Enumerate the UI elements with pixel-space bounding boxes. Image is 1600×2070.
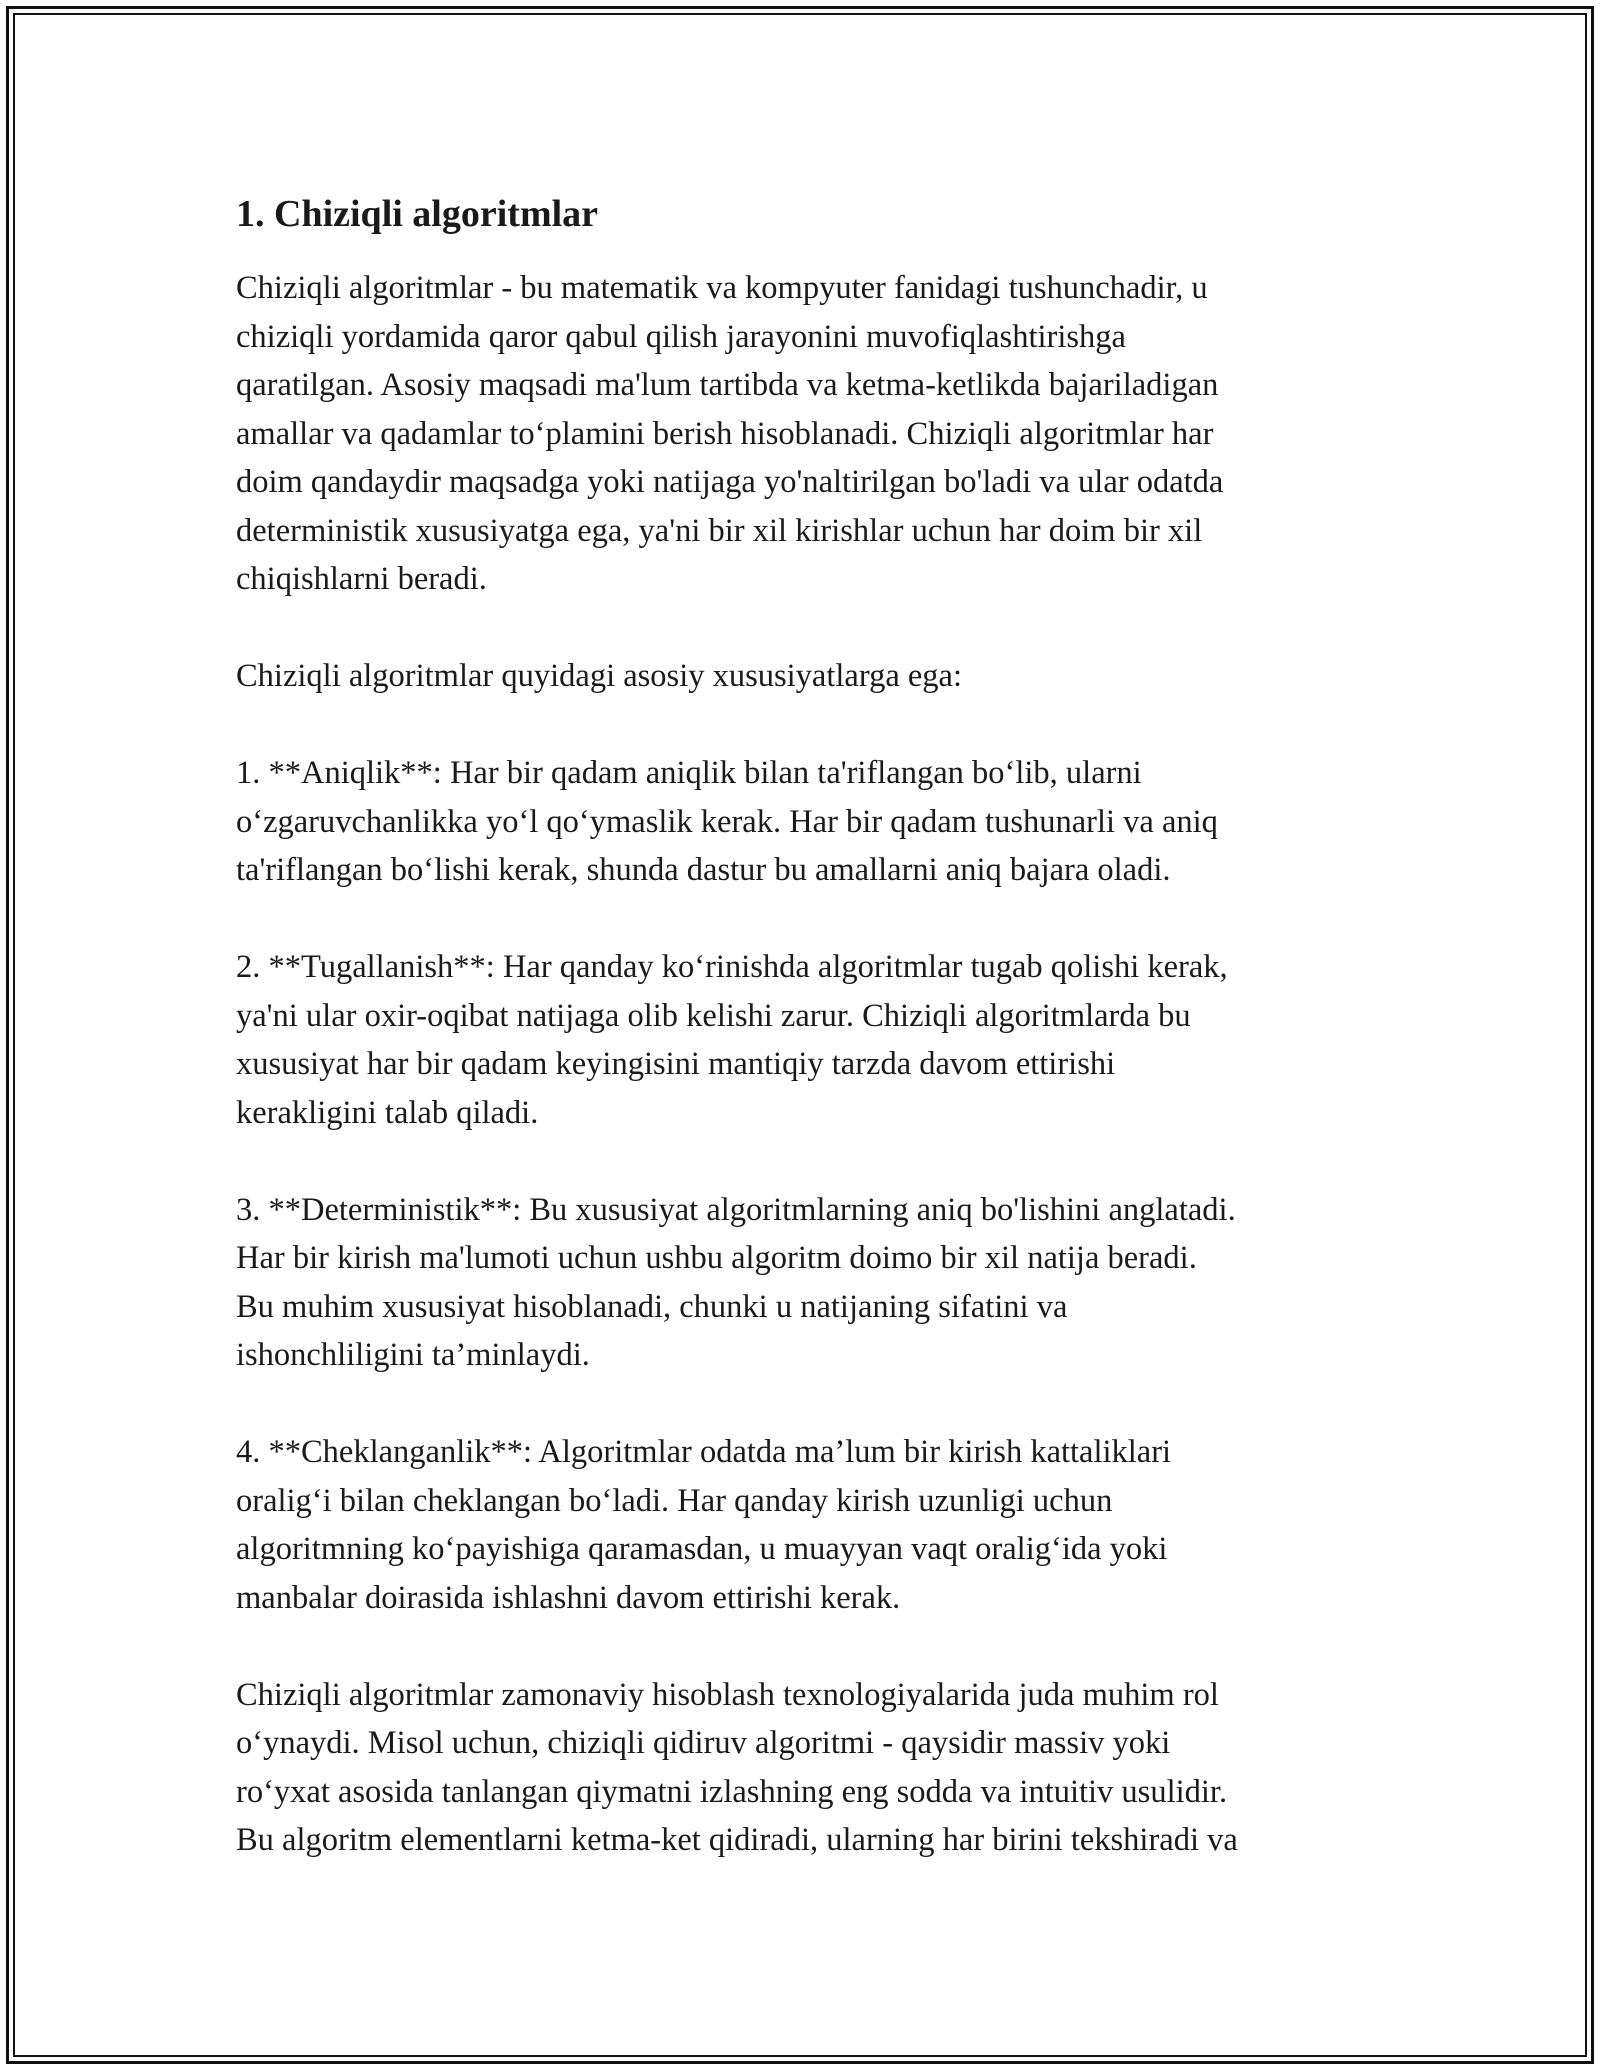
text-line: kerakligini talab qiladi.: [236, 1094, 539, 1131]
paragraph-properties-intro: [236, 652, 1376, 701]
text-line: o‘zgaruvchanlikka yo‘l qo‘ymaslik kerak. Har bir qadam tushunarli va aniq: [236, 803, 1218, 840]
text-line: ishonchliligini ta’minlaydi.: [236, 1337, 590, 1373]
text-line: 3. **Deterministik**: Bu xususiyat algoritmlarning aniq bo'lishini anglatadi.: [236, 1191, 1236, 1228]
document-body: [236, 190, 1376, 1913]
text-line: algoritmning ko‘payishiga qaramasdan, u muayyan vaqt oralig‘ida yoki: [236, 1531, 1168, 1567]
list-item-cheklanganlik: [236, 1428, 1376, 1622]
list-item-deterministik: [236, 1186, 1376, 1380]
section-heading: 1. Chiziqli algoritmlar: [236, 193, 599, 235]
text-line: 2. **Tugallanish**: Har qanday ko‘rinishda algoritmlar tugab qolishi kerak,: [236, 949, 1228, 985]
text-line: chiqishlarni beradi.: [236, 561, 487, 597]
text-line: amallar va qadamlar to‘plamini berish hisoblanadi. Chiziqli algoritmlar har: [236, 415, 1214, 452]
text-line: xususiyat har bir qadam keyingisini mantiqiy tarzda davom ettirishi: [236, 1046, 1116, 1082]
text-line: manbalar doirasida ishlashni davom ettirishi kerak.: [236, 1579, 901, 1616]
text-line: Har bir kirish ma'lumoti uchun ushbu algoritm doimo bir xil natija beradi.: [236, 1240, 1197, 1276]
text-line: Chiziqli algoritmlar quyidagi asosiy xususiyatlarga ega:: [236, 658, 962, 694]
text-line: ya'ni ular oxir-oqibat natijaga olib kelishi zarur. Chiziqli algoritmlarda bu: [236, 997, 1191, 1034]
text-line: 4. **Cheklanganlik**: Algoritmlar odatda ma’lum bir kirish kattaliklari: [236, 1434, 1172, 1470]
text-line: qaratilgan. Asosiy maqsadi ma'lum tartibda va ketma-ketlikda bajariladigan: [236, 367, 1219, 403]
paragraph-intro: [236, 264, 1376, 604]
text-line: Bu muhim xususiyat hisoblanadi, chunki u natijaning sifatini va: [236, 1288, 1068, 1325]
paragraph-conclusion: [236, 1671, 1376, 1865]
text-line: 1. **Aniqlik**: Har bir qadam aniqlik bilan ta'riflangan bo‘lib, ularni: [236, 755, 1142, 791]
text-line: Bu algoritm elementlarni ketma-ket qidiradi, ularning har birini tekshiradi va: [236, 1822, 1238, 1858]
text-line: deterministik xususiyatga ega, ya'ni bir xil kirishlar uchun har doim bir xil: [236, 512, 1203, 549]
text-line: Chiziqli algoritmlar - bu matematik va kompyuter fanidagi tushunchadir, u: [236, 270, 1208, 306]
text-line: Chiziqli algoritmlar zamonaviy hisoblash texnologiyalarida juda muhim rol: [236, 1676, 1219, 1713]
text-line: o‘ynaydi. Misol uchun, chiziqli qidiruv algoritmi - qaysidir massiv yoki: [236, 1725, 1171, 1761]
text-line: ta'riflangan bo‘lishi kerak, shunda dastur bu amallarni aniq bajara oladi.: [236, 852, 1171, 888]
text-line: ro‘yxat asosida tanlangan qiymatni izlashning eng sodda va intuitiv usulidir.: [236, 1773, 1228, 1810]
list-item-aniqlik: [236, 749, 1376, 895]
text-line: chiziqli yordamida qaror qabul qilish jarayonini muvofiqlashtirishga: [236, 318, 1126, 355]
list-item-tugallanish: [236, 943, 1376, 1137]
text-line: oralig‘i bilan cheklangan bo‘ladi. Har qanday kirish uzunligi uchun: [236, 1482, 1113, 1519]
text-line: doim qandaydir maqsadga yoki natijaga yo'naltirilgan bo'ladi va ular odatda: [236, 464, 1224, 500]
